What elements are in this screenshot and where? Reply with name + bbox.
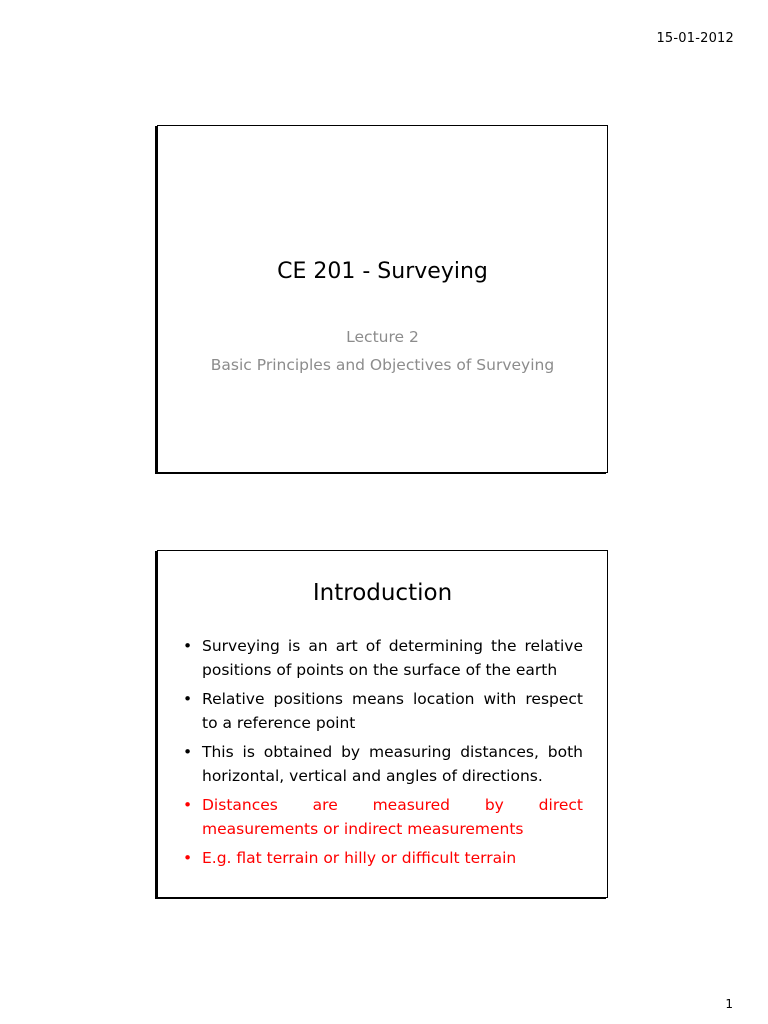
bullet-icon: •	[183, 637, 193, 655]
slide-subtitle	[208, 325, 557, 381]
slide-title: Introduction	[312, 580, 453, 606]
title-slide	[157, 125, 608, 473]
bullet-icon: •	[183, 849, 193, 867]
bullet-text: E.g. flat terrain or hilly or difficult terrain	[202, 849, 517, 867]
bullet-item	[183, 634, 583, 682]
lecture-number: Lecture 2	[346, 328, 419, 346]
page-number: 1	[725, 997, 733, 1011]
bullet-item	[183, 740, 583, 788]
bullet-icon: •	[183, 796, 193, 814]
bullet-text: Distances are measured by direct measurements or indirect measurements	[202, 796, 583, 838]
bullet-item	[183, 687, 583, 735]
bullet-text: Relative positions means location with respect to a reference point	[202, 690, 583, 732]
introduction-slide	[157, 550, 608, 898]
bullet-item-highlighted	[183, 793, 583, 841]
bullet-list	[183, 634, 583, 875]
bullet-icon: •	[183, 743, 193, 761]
bullet-text: This is obtained by measuring distances, both horizontal, vertical and angles of directions.	[202, 743, 583, 785]
bullet-text: Surveying is an art of determining the relative positions of points on the surface of the earth	[202, 637, 583, 679]
header-date: 15-01-2012	[656, 31, 734, 46]
slide-title: CE 201 - Surveying	[277, 259, 488, 284]
bullet-icon: •	[183, 690, 193, 708]
bullet-item-highlighted	[183, 846, 583, 870]
lecture-topic: Basic Principles and Objectives of Surveying	[210, 356, 555, 374]
